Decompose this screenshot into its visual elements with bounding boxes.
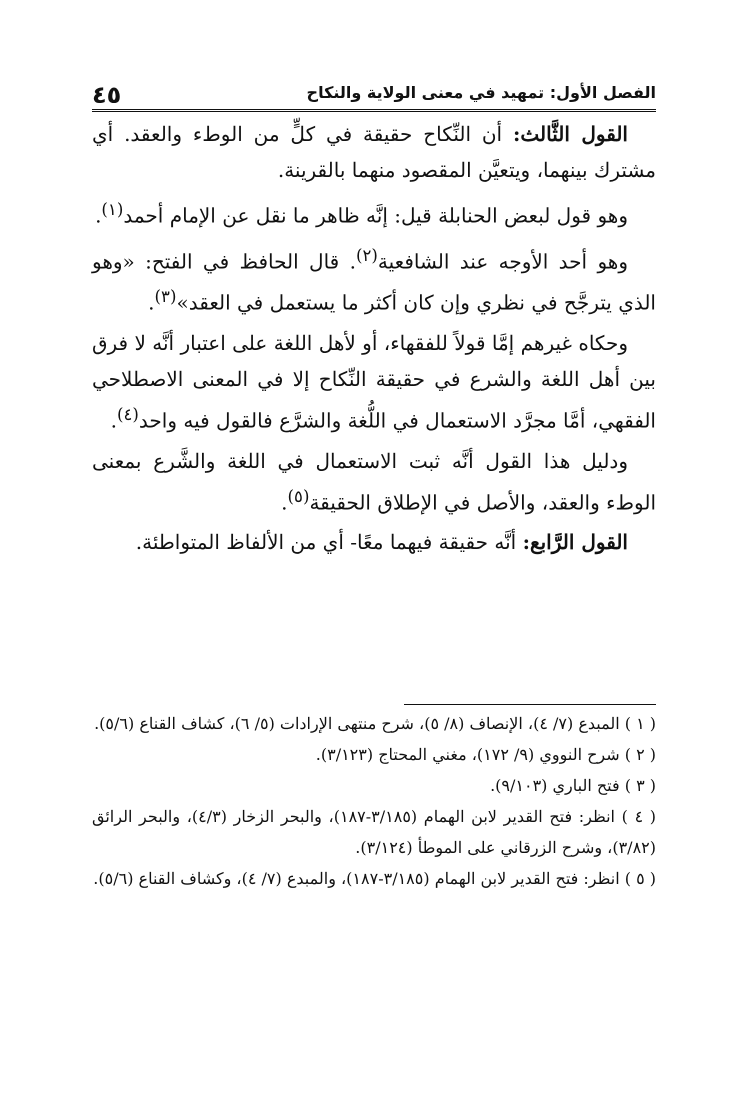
chapter-title: الفصل الأول: تمهيد في معنى الولاية والنكاح bbox=[306, 83, 656, 102]
punctuation: . bbox=[95, 203, 102, 228]
footnote-number: ( ٤ ) bbox=[621, 807, 657, 826]
footnote-number: ( ٢ ) bbox=[624, 745, 656, 764]
footnote-ref-1: (١) bbox=[101, 200, 124, 219]
paragraph-text: وحكاه غيرهم إمَّا قولاً للفقهاء، أو لأهل اللغة على اعتبار أنَّه لا فرق بين أهل اللغة والشرع في حقيقة النِّكاح إلا في المعنى الاصطلاحي الفقهي، أمَّا مجرَّد الاستعمال في اللُّغة والشرَّع فالقول فيه واحد bbox=[92, 330, 656, 433]
paragraph-others bbox=[92, 325, 656, 439]
footnote-text: فتح الباري (٩/١٠٣). bbox=[490, 776, 620, 795]
footnote-ref-4: (٤) bbox=[116, 404, 139, 424]
footnote-number: ( ٥ ) bbox=[624, 869, 656, 888]
main-text bbox=[92, 116, 656, 560]
paragraph-text: أنَّه حقيقة فيهما معًا- أي من الألفاظ المتواطئة. bbox=[135, 530, 523, 555]
footnote-4 bbox=[92, 801, 656, 863]
paragraph-hanabila bbox=[92, 192, 656, 234]
paragraph-text: أن النِّكاح حقيقة في كلٍّ من الوطء والعقد. أي مشترك بينهما، ويتعيَّن المقصود منهما بالقرينة. bbox=[92, 122, 656, 182]
running-header bbox=[92, 74, 656, 108]
paragraph-evidence bbox=[92, 443, 656, 521]
footnote-text: انظر: فتح القدير لابن الهمام (٣/١٨٥-١٨٧)، والبحر الزخار (٤/٣)، والبحر الرائق (٣/٨٢)، وشرح الزرقاني على الموطأ (٣/١٢٤). bbox=[92, 807, 656, 857]
punctuation: . bbox=[281, 490, 288, 515]
fourth-opinion-heading: القول الرَّابع: bbox=[522, 530, 628, 555]
footnote-text: المبدع (٧/ ٤)، الإنصاف (٨/ ٥)، شرح منتهى الإرادات (٥/ ٦)، كشاف القناع (٥/٦). bbox=[94, 714, 620, 733]
paragraph-text: وهو أحد الأوجه عند الشافعية bbox=[377, 249, 628, 274]
footnote-number: ( ١ ) bbox=[624, 714, 656, 733]
paragraph-shafiiyya bbox=[92, 238, 656, 321]
paragraph-text: . قال الحافظ في الفتح: «وهو الذي يترجَّح في نظري وإن كان أكثر ما يستعمل في العقد» bbox=[92, 249, 656, 315]
paragraph-text: وهو قول لبعض الحنابلة قيل: إنَّه ظاهر ما نقل عن الإمام أحمد bbox=[123, 203, 628, 228]
header-rule bbox=[92, 109, 656, 112]
footnote-text: انظر: فتح القدير لابن الهمام (٣/١٨٥-١٨٧)، والمبدع (٧/ ٤)، وكشاف القناع (٥/٦). bbox=[93, 869, 620, 888]
paragraph-text: ودليل هذا القول أنَّه ثبت الاستعمال في اللغة والشَّرع بمعنى الوطء والعقد، والأصل في الإطلاق الحقيقة bbox=[92, 448, 656, 515]
paragraph-third-opinion bbox=[92, 116, 656, 188]
footnote-3 bbox=[92, 770, 656, 801]
footnote-ref-5: (٥) bbox=[287, 486, 310, 506]
footnotes bbox=[92, 708, 656, 894]
footnote-ref-3: (٣) bbox=[154, 287, 177, 307]
footnote-number: ( ٣ ) bbox=[624, 776, 656, 795]
punctuation: . bbox=[148, 290, 155, 315]
footnote-text: شرح النووي (٩/ ١٧٢)، مغني المحتاج (٣/١٢٣). bbox=[315, 745, 620, 764]
footnote-separator bbox=[404, 704, 656, 705]
page-number: ٤٥ bbox=[92, 81, 122, 109]
footnote-1 bbox=[92, 708, 656, 739]
footnote-5 bbox=[92, 863, 656, 894]
punctuation: . bbox=[110, 408, 117, 433]
footnote-2 bbox=[92, 739, 656, 770]
paragraph-fourth-opinion bbox=[92, 524, 656, 560]
third-opinion-heading: القول الثَّالث: bbox=[512, 122, 628, 146]
footnote-ref-2: (٢) bbox=[355, 245, 378, 265]
